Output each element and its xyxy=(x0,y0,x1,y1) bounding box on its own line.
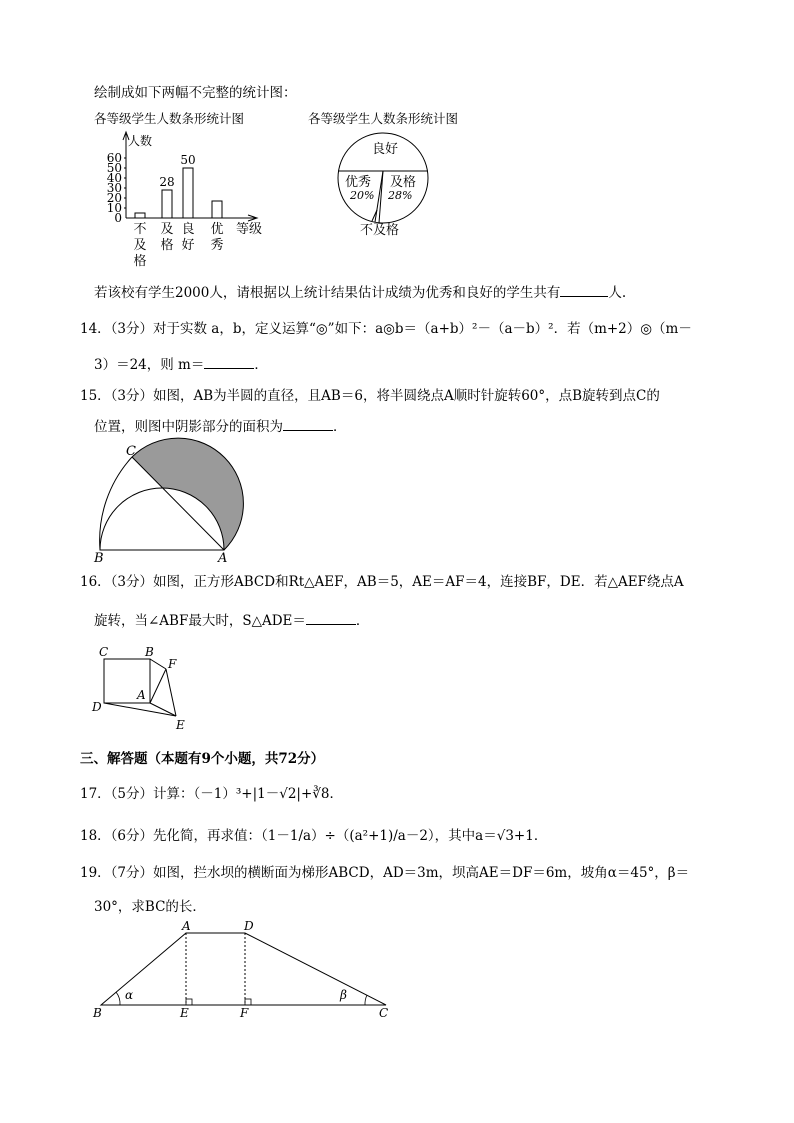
q16-label-c: C xyxy=(99,645,109,659)
q15-label-b: B xyxy=(94,551,104,566)
bar-category-label: 及 xyxy=(133,238,147,253)
q19-figure xyxy=(90,918,400,1023)
q19-label-alpha: α xyxy=(125,988,134,1002)
pie-pct-excellent: 20% xyxy=(350,189,375,202)
q16-line1: 16．（3分）如图，正方形ABCD和Rt△AEF，AB＝5，AE＝AF＝4，连接BF，DE．若△AEF绕点A xyxy=(80,574,684,590)
q14-line1: 14．（3分）对于实数 a，b，定义运算“◎”如下：a◎b＝（a+b）²－（a－b）²．若（m+2）◎（m－ xyxy=(80,321,692,337)
pie-label-excellent: 优秀 xyxy=(345,175,372,190)
q15-label-a: A xyxy=(218,551,228,566)
bar-category-label: 格 xyxy=(133,254,147,269)
bar-1 xyxy=(162,190,172,218)
q13-text: 若该校有学生2000人，请根据以上统计结果估计成绩为优秀和良好的学生共有 xyxy=(94,285,561,301)
q16-figure xyxy=(90,643,200,735)
pie-label-pass: 及格 xyxy=(390,175,417,190)
q19-label-b: B xyxy=(93,1006,102,1020)
bar-data-label: 28 xyxy=(159,175,175,189)
bar-y-tick: 10 xyxy=(106,201,122,215)
q16-line2-text: 旋转，当∠ABF最大时，S△ADE＝ xyxy=(94,613,306,629)
q15-label-c: C xyxy=(126,444,136,459)
bar-y-tick: 50 xyxy=(106,161,122,175)
q17: 17．（5分）计算：（－1）³+|1－√2|+∛8． xyxy=(80,786,343,802)
q19-right-angle-f xyxy=(245,999,251,1005)
bar-xlabel: 等级 xyxy=(236,222,263,237)
intro-text: 绘制成如下两幅不完整的统计图： xyxy=(94,85,297,101)
pie-label-fail: 不及格 xyxy=(360,223,400,238)
bar-y-tick: 30 xyxy=(106,181,122,195)
q16-label-f: F xyxy=(168,657,177,671)
q13-tail xyxy=(94,284,626,302)
q13-unit: 人. xyxy=(608,285,627,301)
q16-segment-af xyxy=(150,669,166,703)
q16-label-b: B xyxy=(145,645,154,659)
bar-ylabel: 人数 xyxy=(128,134,153,148)
q19-label-a: A xyxy=(182,919,191,933)
q16-label-d: D xyxy=(92,700,102,714)
bar-category-label: 优 xyxy=(210,222,224,237)
q19-label-f: F xyxy=(240,1006,249,1020)
q16-answer-blank[interactable] xyxy=(306,612,356,625)
q19-line1: 19．（7分）如图，拦水坝的横断面为梯形ABCD，AD＝3m，坝高AE＝DF＝6m，坡角α＝45°，β＝ xyxy=(80,865,690,881)
q19-angle-alpha-arc xyxy=(116,992,120,1005)
q15-line2-text: 位置，则图中阴影部分的面积为 xyxy=(94,419,283,435)
bar-category-label: 好 xyxy=(181,238,195,253)
pie-chart xyxy=(330,128,440,240)
bar-category-label: 良 xyxy=(181,222,195,237)
bar-category-label: 及 xyxy=(160,222,174,237)
bar-data-label: 50 xyxy=(180,153,196,167)
bar-2 xyxy=(183,168,193,218)
q16-label-e: E xyxy=(176,718,185,732)
q15-line2: 位置，则图中阴影部分的面积为 ． xyxy=(94,419,347,435)
pie-label-good: 良好 xyxy=(372,142,399,157)
q15-answer-blank[interactable] xyxy=(283,418,333,431)
bar-category-label: 格 xyxy=(160,238,174,253)
bar-0 xyxy=(135,213,145,218)
q15-figure xyxy=(90,440,260,565)
bar-chart xyxy=(90,128,280,273)
bar-y-tick: 60 xyxy=(106,151,122,165)
q19-angle-beta-arc xyxy=(365,995,367,1005)
q16-label-a: A xyxy=(137,688,146,702)
q19-label-beta: β xyxy=(340,988,347,1002)
pie-chart-title: 各等级学生人数条形统计图 xyxy=(308,111,459,126)
q19-right-angle-e xyxy=(186,999,192,1005)
q19-line2: 30°，求BC的长． xyxy=(94,899,206,915)
section3-heading: 三、解答题（本题有9个小题，共72分） xyxy=(80,751,325,767)
q19-label-c: C xyxy=(379,1006,389,1020)
q16-segment-fe xyxy=(166,669,176,716)
q13-answer-blank[interactable] xyxy=(560,284,608,297)
q19-label-e: E xyxy=(180,1006,189,1020)
q14-line2-text: 3）＝24，则 m＝ xyxy=(94,357,205,373)
bar-category-label: 不 xyxy=(133,222,147,237)
q18: 18．（6分）先化简，再求值：（1－1/a）÷（(a²+1)/a－2），其中a＝√3+1． xyxy=(80,828,548,844)
bar-3 xyxy=(212,201,222,218)
q16-segment-bf xyxy=(150,659,166,669)
q14-line2: 3）＝24，则 m＝ ． xyxy=(94,357,268,373)
bar-y-tick: 40 xyxy=(106,171,122,185)
bar-y-tick: 20 xyxy=(106,191,122,205)
q19-label-d: D xyxy=(244,919,254,933)
q15-line1: 15．（3分）如图，AB为半圆的直径，且AB＝6，将半圆绕点A顺时针旋转60°，点B旋转到点C的 xyxy=(80,388,660,404)
bar-y-tick: 0 xyxy=(114,211,122,225)
bar-chart-title: 各等级学生人数条形统计图 xyxy=(94,111,245,126)
q16-line2: 旋转，当∠ABF最大时，S△ADE＝ ． xyxy=(94,613,370,629)
q16-segment-de xyxy=(104,703,176,716)
bar-category-label: 秀 xyxy=(210,238,224,253)
pie-pct-pass: 28% xyxy=(388,189,413,202)
q14-answer-blank[interactable] xyxy=(204,356,254,369)
